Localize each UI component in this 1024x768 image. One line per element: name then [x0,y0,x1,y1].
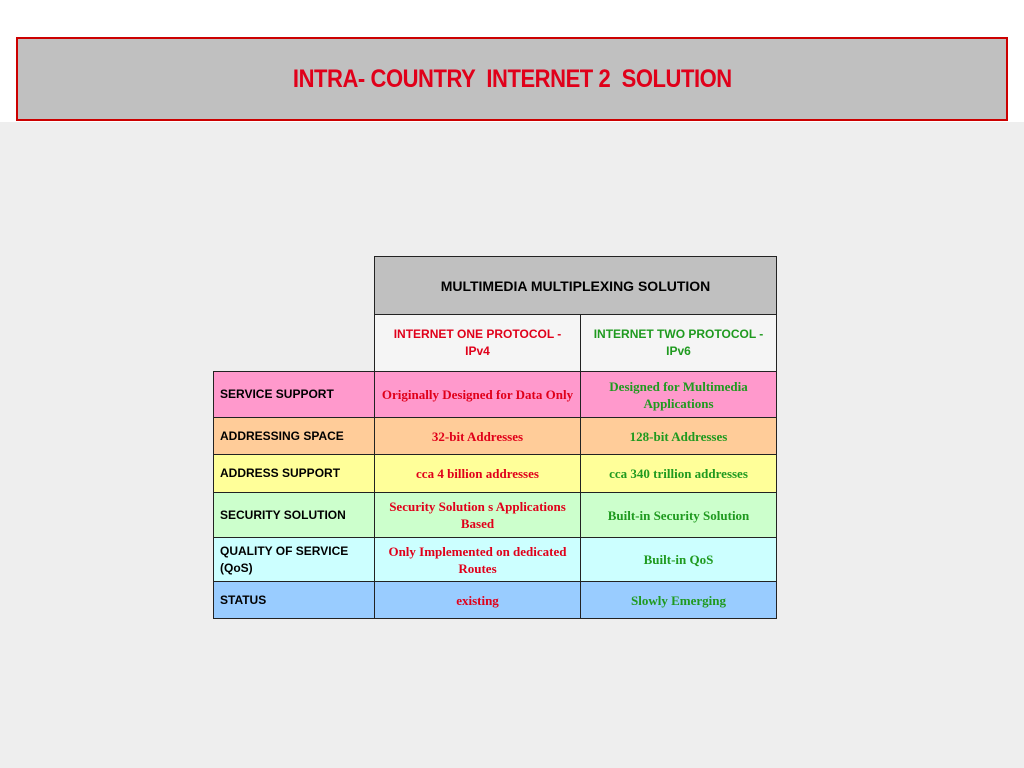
slide-title: INTRA- COUNTRY INTERNET 2 SOLUTION [292,64,732,93]
table-header-row [214,257,777,315]
row-label: SERVICE SUPPORT [214,372,375,418]
ipv6-value: Built-in QoS [581,538,777,582]
ipv4-value: Only Implemented on dedicated Routes [375,538,581,582]
comparison-table [213,256,777,619]
table-header: MULTIMEDIA MULTIPLEXING SOLUTION [375,257,777,315]
empty-corner-cell [214,257,375,315]
table-row [214,493,777,538]
title-box [16,37,1008,121]
protocol-header-row [214,315,777,372]
ipv6-value: Slowly Emerging [581,582,777,619]
ipv4-value: Security Solution s Applications Based [375,493,581,538]
ipv4-value: 32-bit Addresses [375,418,581,455]
row-label: ADDRESSING SPACE [214,418,375,455]
row-label: SECURITY SOLUTION [214,493,375,538]
row-label: QUALITY OF SERVICE (QoS) [214,538,375,582]
ipv4-value: cca 4 billion addresses [375,455,581,493]
table-row [214,538,777,582]
ipv4-value: existing [375,582,581,619]
table-row [214,455,777,493]
table-row [214,372,777,418]
ipv6-value: 128-bit Addresses [581,418,777,455]
row-label: STATUS [214,582,375,619]
ipv6-column-title: INTERNET TWO PROTOCOL - IPv6 [581,315,777,372]
ipv6-value: Built-in Security Solution [581,493,777,538]
table-row [214,582,777,619]
ipv4-column-title: INTERNET ONE PROTOCOL - IPv4 [375,315,581,372]
row-label: ADDRESS SUPPORT [214,455,375,493]
empty-corner-cell [214,315,375,372]
ipv4-value: Originally Designed for Data Only [375,372,581,418]
table-row [214,418,777,455]
ipv6-value: cca 340 trillion addresses [581,455,777,493]
ipv6-value: Designed for Multimedia Applications [581,372,777,418]
